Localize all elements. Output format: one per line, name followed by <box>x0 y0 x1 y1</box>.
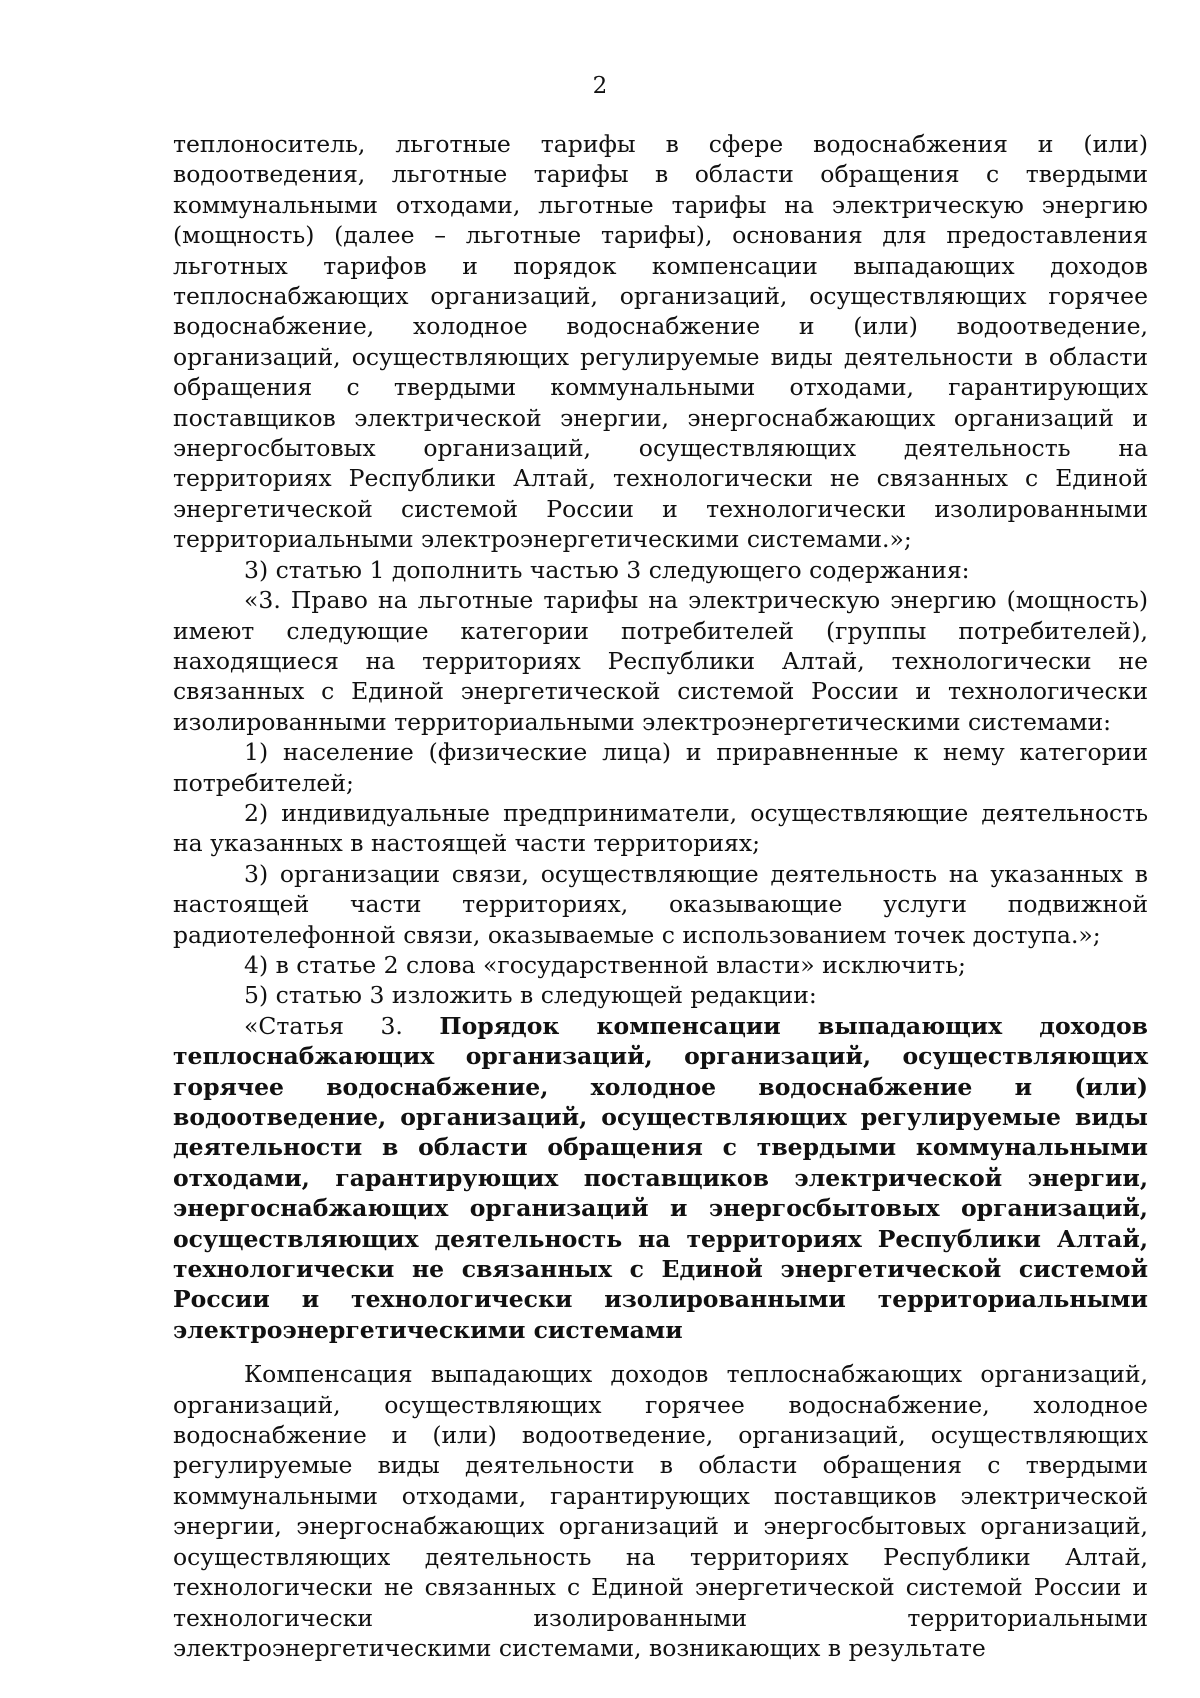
consumer-category-3: 3) организации связи, осуществляющие деятельность на указанных в настоящей части территориях, оказывающие услуги подвижной радиотелефонной связи, оказываемые с использованием точек доступа.»; <box>173 859 1148 949</box>
amendment-item-3: 3) статью 1 дополнить частью 3 следующего содержания: <box>244 555 970 584</box>
page-number: 2 <box>592 73 608 99</box>
consumer-category-2: 2) индивидуальные предприниматели, осуществляющие деятельность на указанных в настоящей части территориях; <box>173 798 1148 858</box>
consumer-category-1: 1) население (физические лица) и приравненные к нему категории потребителей; <box>173 738 1148 797</box>
paragraph-gap <box>173 1345 1148 1359</box>
article-3-paragraph: Компенсация выпадающих доходов теплоснабжающих организаций, организаций, осуществляющих горячее водоснабжение, холодное водоснабжение и (или) водоотведение, организаций, осуществляющих регулируемые виды деятельности в области обращения с твердыми коммунальными отходами, гарантирующих поставщиков электрической энергии, энергоснабжающих организаций и энергосбытовых организаций, осуществляющих деятельность на территориях Республики Алтай, технологически не связанных с Единой энергетической системой России и технологически изолированными территориальными электроэнергетическими системами, возникающих в результате <box>173 1360 1148 1662</box>
part-3-intro: «3. Право на льготные тарифы на электрическую энергию (мощность) имеют следующие категории потребителей (группы потребителей), находящиеся на территориях Республики Алтай, технологически не связанных с Единой энергетической системой России и технологически изолированными территориальными электроэнергетическими системами: <box>173 586 1148 736</box>
article-3-label: «Статья 3. <box>244 1011 440 1040</box>
document-body <box>173 129 1148 1663</box>
article-3-heading <box>173 1011 1148 1345</box>
amendment-item-4: 4) в статье 2 слова «государственной власти» исключить; <box>244 950 966 979</box>
article-3-title: Порядок компенсации выпадающих доходов теплоснабжающих организаций, организаций, осуществляющих горячее водоснабжение, холодное водоснабжение и (или) водоотведение, организаций, осуществляющих регулируемые виды деятельности в области обращения с твердыми коммунальными отходами, гарантирующих поставщиков электрической энергии, энергоснабжающих организаций и энергосбытовых организаций, осуществляющих деятельность на территориях Республики Алтай, технологически не связанных с Единой энергетической системой России и технологически изолированными территориальными электроэнергетическими системами <box>173 1011 1148 1344</box>
paragraph-continuation: теплоноситель, льготные тарифы в сфере водоснабжения и (или) водоотведения, льготные тарифы в области обращения с твердыми коммунальными отходами, льготные тарифы на электрическую энергию (мощность) (далее – льготные тарифы), основания для предоставления льготных тарифов и порядок компенсации выпадающих доходов теплоснабжающих организаций, организаций, осуществляющих горячее водоснабжение, холодное водоснабжение и (или) водоотведение, организаций, осуществляющих регулируемые виды деятельности в области обращения с твердыми коммунальными отходами, гарантирующих поставщиков электрической энергии, энергоснабжающих организаций и энергосбытовых организаций, осуществляющих деятельность на территориях Республики Алтай, технологически не связанных с Единой энергетической системой России и технологически изолированными территориальными электроэнергетическими системами.»; <box>173 130 1148 554</box>
amendment-item-5: 5) статью 3 изложить в следующей редакции: <box>244 981 817 1010</box>
